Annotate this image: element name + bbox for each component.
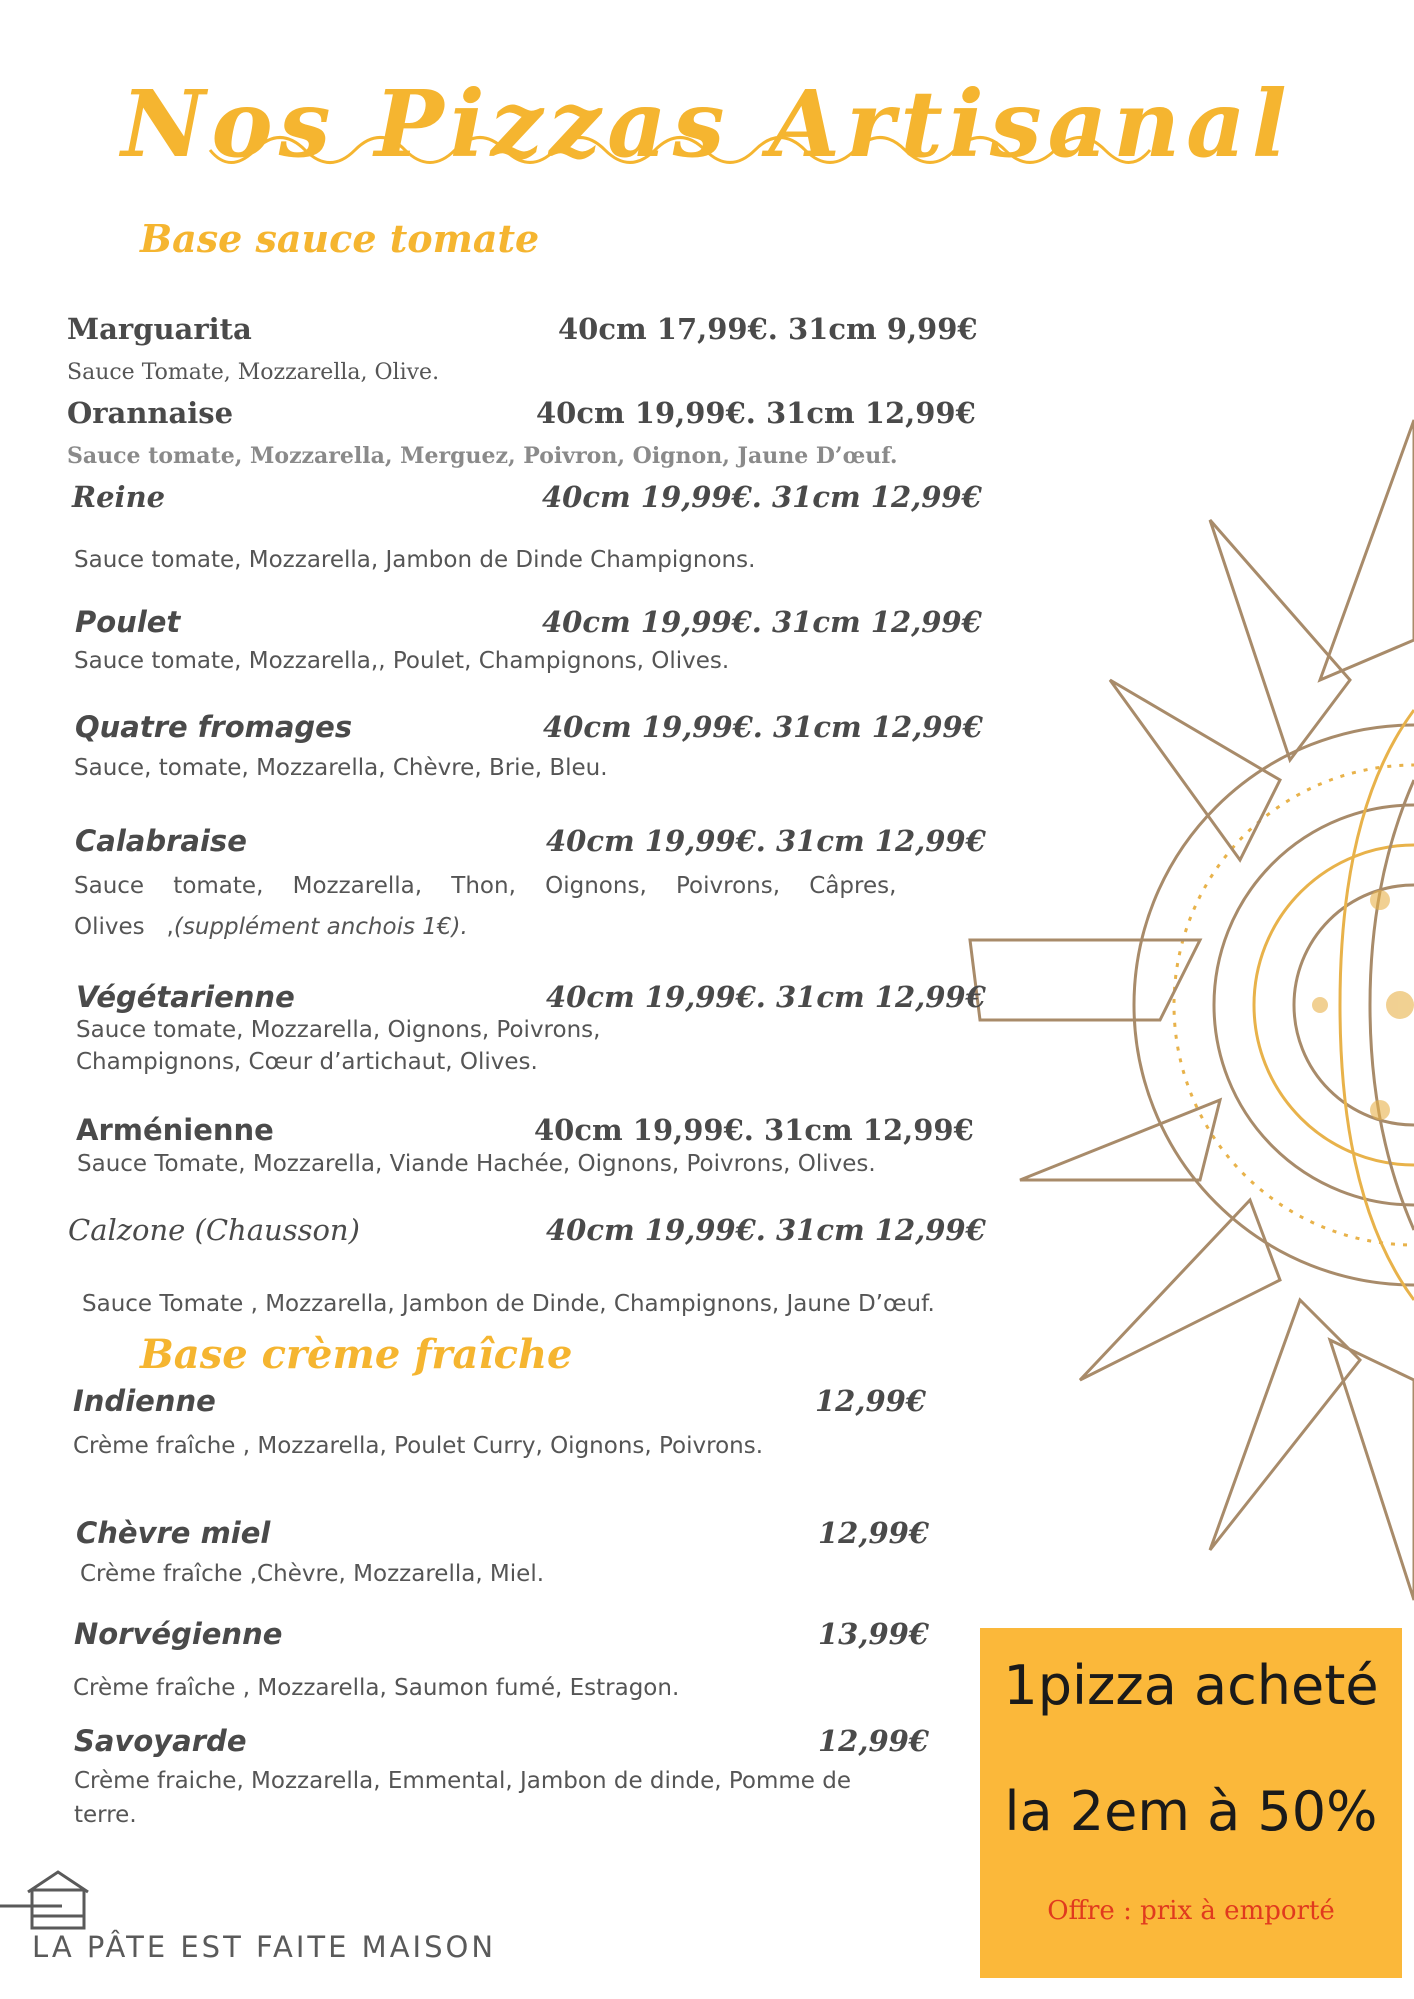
pizza-description-line2: terre. — [74, 1802, 137, 1828]
house-icon — [0, 1868, 100, 1930]
pizza-price: 40cm 17,99€. 31cm 9,99€ — [558, 312, 978, 346]
pizza-price: 40cm 19,99€. 31cm 12,99€ — [546, 1213, 986, 1247]
promo-offer-note: Offre : prix à emporté — [1047, 1896, 1335, 1926]
pizza-description: Crème fraîche , Mozzarella, Saumon fumé, Estragon. — [73, 1675, 680, 1701]
pizza-price: 12,99€ — [818, 1516, 929, 1550]
pizza-name: Quatre fromages — [75, 710, 353, 744]
section-title-tomato: Base sauce tomate — [140, 216, 540, 261]
pizza-price: 40cm 19,99€. 31cm 12,99€ — [542, 605, 982, 639]
page-title: Nos Pizzas Artisanal — [121, 70, 1293, 178]
pizza-description: Sauce tomate, Mozzarella, Oignons, Poivrons, — [76, 1017, 601, 1043]
pizza-description: Sauce Tomate , Mozzarella, Jambon de Dinde, Champignons, Jaune D’œuf. — [82, 1291, 935, 1317]
pizza-price: 40cm 19,99€. 31cm 12,99€ — [546, 824, 986, 858]
pizza-price: 12,99€ — [818, 1724, 929, 1758]
pizza-name: Reine — [72, 480, 166, 514]
pizza-price: 40cm 19,99€. 31cm 12,99€ — [536, 396, 976, 430]
promo-line-2: la 2em à 50% — [1004, 1780, 1378, 1843]
pizza-name: Calzone (Chausson) — [68, 1213, 360, 1247]
pizza-name: Végétarienne — [76, 980, 295, 1014]
pizza-price: 40cm 19,99€. 31cm 12,99€ — [542, 480, 982, 514]
section-title-cream: Base crème fraîche — [140, 1331, 573, 1378]
pizza-price: 13,99€ — [818, 1617, 929, 1651]
footer-homemade-note: LA PÂTE EST FAITE MAISON — [32, 1930, 497, 1964]
pizza-name: Indienne — [73, 1384, 216, 1418]
pizza-description: Sauce tomate, Mozzarella,, Poulet, Champignons, Olives. — [74, 648, 730, 674]
pizza-name: Poulet — [75, 605, 181, 639]
description-text: Olives , — [74, 914, 174, 940]
pizza-description: Sauce tomate, Mozzarella, Merguez, Poivron, Oignon, Jaune D’œuf. — [67, 443, 898, 469]
supplement-note: (supplément anchois 1€). — [173, 914, 468, 940]
pizza-name: Savoyarde — [74, 1724, 247, 1758]
pizza-name: Calabraise — [75, 824, 247, 858]
pizza-name: Chèvre miel — [76, 1516, 271, 1550]
pizza-description: Sauce tomate, Mozzarella, Thon, Oignons, Poivrons, Câpres, — [74, 873, 897, 899]
pizza-description: Crème fraiche, Mozzarella, Emmental, Jambon de dinde, Pomme de — [74, 1768, 851, 1794]
pizza-description: Sauce Tomate, Mozzarella, Olive. — [67, 360, 440, 385]
pizza-description: Sauce tomate, Mozzarella, Jambon de Dinde Champignons. — [74, 547, 756, 573]
pizza-name: Arménienne — [76, 1113, 274, 1147]
pizza-name: Marguarita — [67, 312, 252, 346]
pizza-description: Sauce Tomate, Mozzarella, Viande Hachée, Oignons, Poivrons, Olives. — [77, 1151, 876, 1177]
pizza-description: Crème fraîche ,Chèvre, Mozzarella, Miel. — [80, 1561, 545, 1587]
promo-line-1: 1pizza acheté — [1003, 1654, 1379, 1717]
pizza-description: Crème fraîche , Mozzarella, Poulet Curry, Oignons, Poivrons. — [73, 1433, 764, 1459]
pizza-name: Orannaise — [67, 396, 234, 430]
pizza-description: Sauce, tomate, Mozzarella, Chèvre, Brie, Bleu. — [74, 755, 608, 781]
pizza-price: 40cm 19,99€. 31cm 12,99€ — [546, 980, 986, 1014]
mandala-decoration — [960, 380, 1414, 1630]
promo-box — [980, 1628, 1402, 1978]
pizza-price: 40cm 19,99€. 31cm 12,99€ — [543, 710, 983, 744]
pizza-description-line2: Champignons, Cœur d’artichaut, Olives. — [76, 1049, 538, 1075]
pizza-description-line2 — [74, 914, 468, 940]
pizza-price: 12,99€ — [815, 1384, 926, 1418]
pizza-name: Norvégienne — [74, 1617, 283, 1651]
pizza-price: 40cm 19,99€. 31cm 12,99€ — [534, 1113, 974, 1147]
